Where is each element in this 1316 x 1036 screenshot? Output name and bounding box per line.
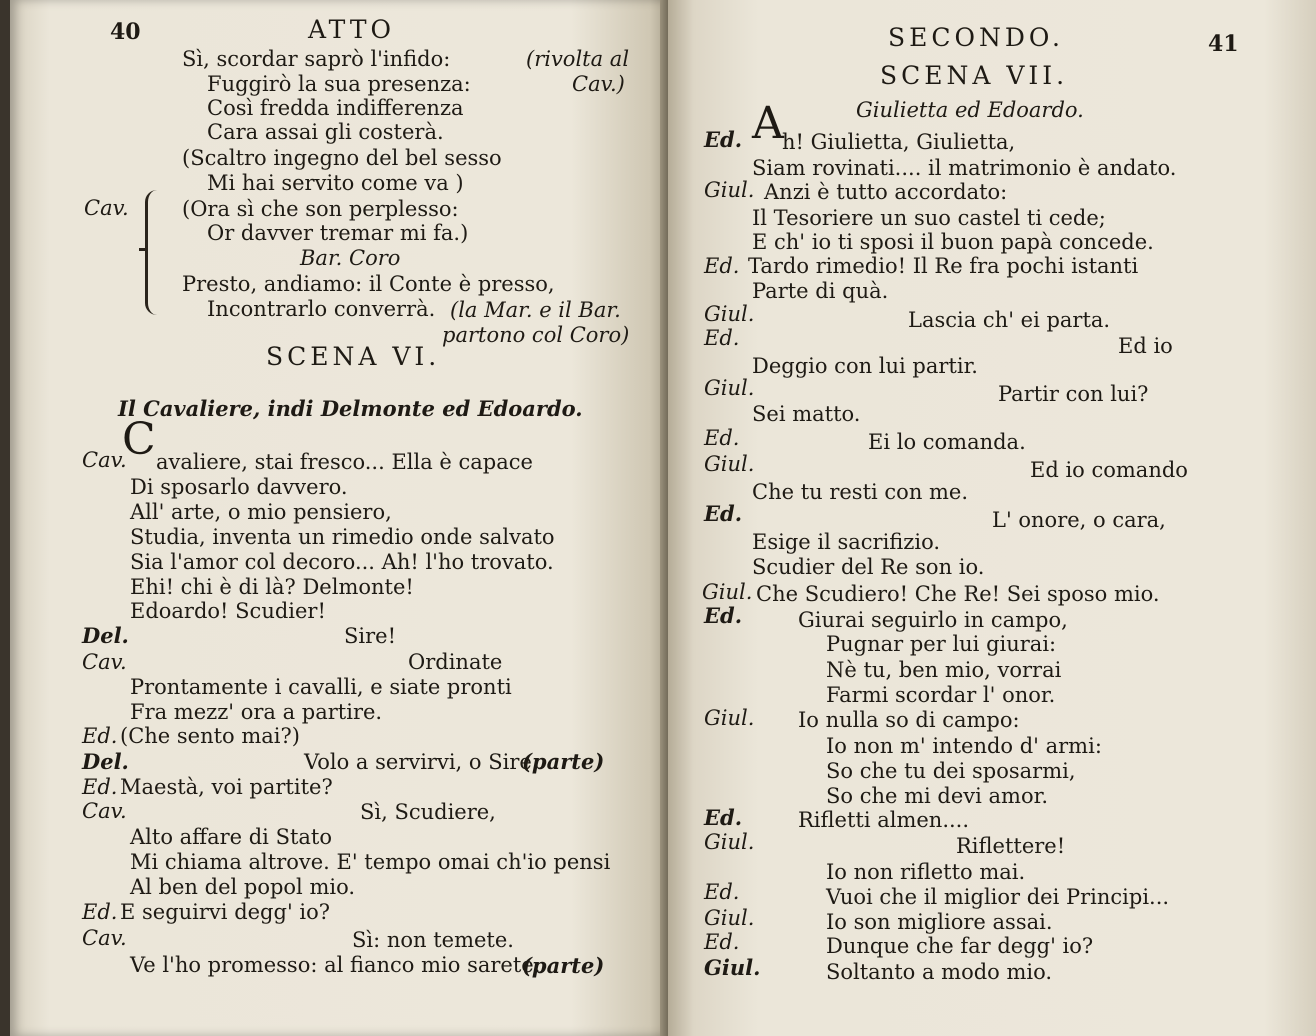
verse-line: avaliere, stai fresco... Ella è capace [156,450,533,474]
verse-line: Soltanto a modo mio. [826,960,1053,984]
verse-line: Sì, Scudiere, [360,800,496,824]
verse-line: h! Giulietta, Giulietta, [782,130,1016,154]
running-head: SECONDO. [888,23,1064,52]
speaker-label: Giul. [704,830,755,854]
scene-title: SCENA VII. [880,61,1069,90]
verse-line: Così fredda indifferenza [207,96,464,120]
speaker-label: Giul. [702,580,753,604]
speaker-label: Giul. [704,906,755,930]
verse-line: Nè tu, ben mio, vorrai [826,658,1062,682]
verse-line: Sei matto. [752,402,861,426]
speaker-label: Cav. [82,926,127,950]
verse-line: Io nulla so di campo: [798,708,1020,732]
verse-line: Vuoi che il miglior dei Principi... [826,885,1170,909]
verse-line: Esige il sacrifizio. [752,530,941,554]
verse-line: Ei lo comanda. [868,430,1026,454]
verse-line: Parte di quà. [752,279,889,303]
brace [145,190,170,315]
verse-line: Cara assai gli costerà. [207,120,444,144]
verse-line: Ordinate [408,650,503,674]
speaker-label: Cav. [82,448,127,472]
verse-line: Giurai seguirlo in campo, [798,608,1068,632]
speaker-label: Ed. [704,930,740,954]
verse-line: Siam rovinati.... il matrimonio è andato. [752,156,1177,180]
speaker-label: Cav. [82,799,127,823]
verse-line: Riflettere! [956,834,1066,858]
verse-line: Incontrarlo converrà. [207,297,436,321]
verse-line: Mi chiama altrove. E' tempo omai ch'io pensi [130,850,611,874]
speaker-label: Giul. [704,376,755,400]
stage-direction: (rivolta al [526,47,630,71]
stage-direction: Cav.) [572,72,625,96]
verse-line: Ed io [1118,334,1173,358]
running-head: ATTO [308,15,395,44]
verse-line: Ed io comando [1030,458,1188,482]
verse-line: Farmi scordar l' onor. [826,683,1056,707]
verse-line: Al ben del popol mio. [130,875,356,899]
speaker-label: Giul. [704,706,755,730]
verse-line: Anzi è tutto accordato: [764,180,1008,204]
verse-line: Sì, scordar saprò l'infido: [182,47,451,71]
stage-direction: Bar. Coro [300,246,401,270]
verse-line: Di sposarlo davvero. [130,475,348,499]
verse-line: So che tu dei sposarmi, [826,759,1076,783]
verse-line: Sì: non temete. [352,928,514,952]
verse-line: (Ora sì che son perplesso: [182,197,459,221]
speaker-label: Ed. [704,880,740,904]
stage-direction: (parte) [522,953,605,978]
verse-line: Fra mezz' ora a partire. [130,700,383,724]
verse-line: Scudier del Re son io. [752,555,985,579]
verse-line: (Che sento mai?) [120,724,300,748]
speaker-label: Ed. [704,805,743,830]
verse-line: Sire! [344,624,397,648]
verse-line: Io son migliore assai. [826,910,1053,934]
speaker-label: Ed. [704,501,743,526]
verse-line: Partir con lui? [998,382,1149,406]
verse-line: Ehi! chi è di là? Delmonte! [130,575,414,599]
page-number: 40 [110,19,141,45]
scene-cast: Giulietta ed Edoardo. [856,98,1084,122]
stage-direction: (parte) [522,749,605,774]
speaker-label: Giul. [704,178,755,202]
verse-line: (Scaltro ingegno del bel sesso [182,146,502,170]
verse-line: Sia l'amor col decoro... Ah! l'ho trovato. [130,550,554,574]
verse-line: E ch' io ti sposi il buon papà concede. [752,230,1154,254]
speaker-label: Ed. [704,127,743,152]
stage-direction: (la Mar. e il Bar. [450,298,621,322]
verse-line: Che tu resti con me. [752,480,969,504]
verse-line: Deggio con lui partir. [752,354,978,378]
speaker-label: Del. [82,749,129,774]
page-number: 41 [1208,31,1239,57]
verse-line: Dunque che far degg' io? [826,934,1094,958]
speaker-label: Ed. [82,900,118,924]
speaker-label: Giul. [704,955,761,980]
speaker-label: Ed. [704,603,743,628]
stage-direction: partono col Coro) [442,323,630,347]
verse-line: Edoardo! Scudier! [130,599,326,623]
verse-line: Studia, inventa un rimedio onde salvato [130,525,555,549]
verse-line: Ve l'ho promesso: al fianco mio sarete. [130,953,541,977]
speaker-label: Cav. [84,196,129,220]
speaker-label: Ed. [704,426,740,450]
verse-line: All' arte, o mio pensiero, [130,500,392,524]
verse-line: Presto, andiamo: il Conte è presso, [182,272,555,296]
speaker-label: Del. [82,623,129,648]
speaker-label: Ed. [82,775,118,799]
left-page [10,0,670,1036]
verse-line: Alto affare di Stato [130,825,333,849]
verse-line: Lascia ch' ei parta. [908,308,1111,332]
verse-line: Mi hai servito come va ) [207,171,464,195]
verse-line: Pugnar per lui giurai: [826,632,1057,656]
verse-line: E seguirvi degg' io? [120,900,331,924]
speaker-label: Giul. [704,302,755,326]
speaker-label: Ed. [82,724,118,748]
scene-title: SCENA VI. [266,342,441,371]
verse-line: Prontamente i cavalli, e siate pronti [130,675,512,699]
verse-line: Fuggirò la sua presenza: [207,72,471,96]
speaker-label: Cav. [82,650,127,674]
verse-line: Tardo rimedio! Il Re fra pochi istanti [748,254,1139,278]
verse-line: Io non m' intendo d' armi: [826,734,1102,758]
drop-cap: C [122,414,156,465]
verse-line: Il Tesoriere un suo castel ti cede; [752,206,1106,230]
verse-line: L' onore, o cara, [992,508,1166,532]
drop-cap: A [752,98,784,149]
speaker-label: Ed. [704,326,740,350]
verse-line: Volo a servirvi, o Sire. [304,750,539,774]
verse-line: Che Scudiero! Che Re! Sei sposo mio. [756,582,1160,606]
scene-cast: Il Cavaliere, indi Delmonte ed Edoardo. [118,396,583,421]
speaker-label: Giul. [704,452,755,476]
speaker-label: Ed. [704,254,740,278]
right-page [668,0,1316,1036]
verse-line: Or davver tremar mi fa.) [207,221,469,245]
verse-line: Io non rifletto mai. [826,860,1026,884]
verse-line: Rifletti almen.... [798,808,970,832]
verse-line: So che mi devi amor. [826,784,1049,808]
verse-line: Maestà, voi partite? [120,775,333,799]
